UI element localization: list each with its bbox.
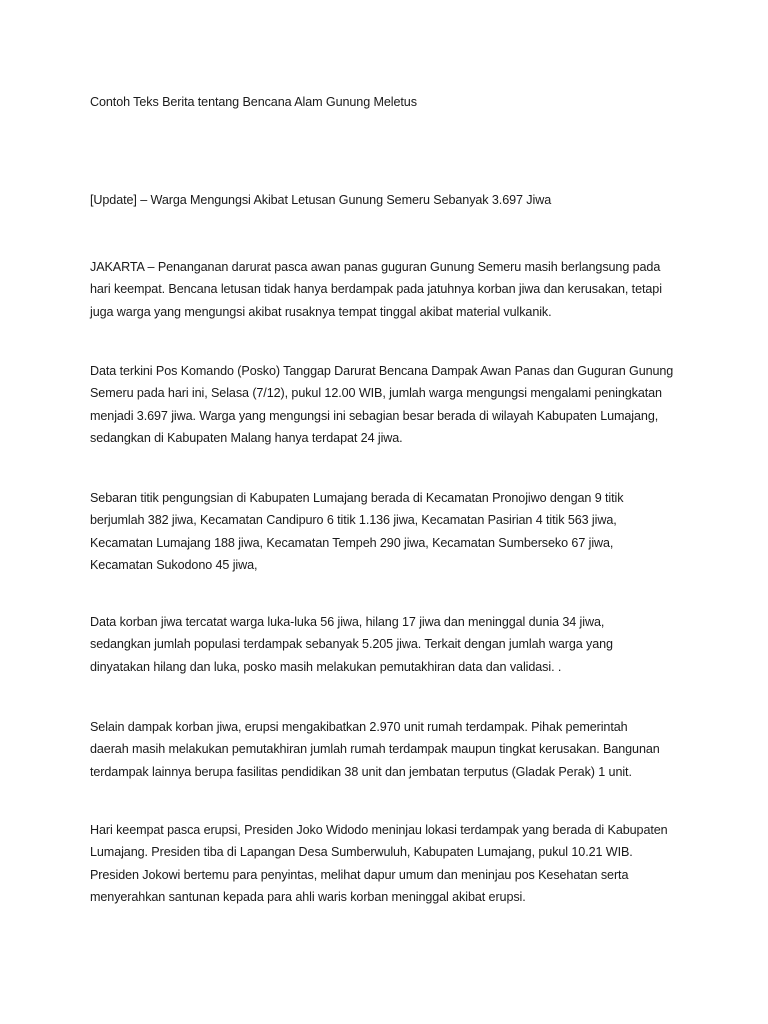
paragraph-line: terdampak lainnya berupa fasilitas pendidikan 38 unit dan jembatan terputus (Gladak Perak) 1 unit. <box>90 764 632 779</box>
paragraph-6 <box>90 819 690 908</box>
news-headline: [Update] – Warga Mengungsi Akibat Letusan Gunung Semeru Sebanyak 3.697 Jiwa <box>90 193 552 207</box>
paragraph-line: JAKARTA – Penanganan darurat pasca awan panas guguran Gunung Semeru masih berlangsung pada <box>90 260 661 274</box>
paragraph-line: Kecamatan Lumajang 188 jiwa, Kecamatan Tempeh 290 jiwa, Kecamatan Sumberseko 67 jiwa, <box>90 535 614 550</box>
paragraph-line: menyerahkan santunan kepada para ahli waris korban meninggal akibat erupsi. <box>90 889 526 904</box>
paragraph-line: sedangkan di Kabupaten Malang hanya terdapat 24 jiwa. <box>90 430 403 445</box>
paragraph-line: hari keempat. Bencana letusan tidak hanya berdampak pada jatuhnya korban jiwa dan kerusakan, tetapi <box>90 282 662 297</box>
paragraph-line: dinyatakan hilang dan luka, posko masih melakukan pemutakhiran data dan validasi. . <box>90 659 562 674</box>
paragraph-5 <box>90 716 690 783</box>
paragraph-line: daerah masih melakukan pemutakhiran jumlah rumah terdampak maupun tingkat kerusakan. Bangunan <box>90 742 660 757</box>
paragraph-line: Lumajang. Presiden tiba di Lapangan Desa Sumberwuluh, Kabupaten Lumajang, pukul 10.21 WIB. <box>90 845 633 860</box>
paragraph-4 <box>90 611 690 678</box>
paragraph-line: Data korban jiwa tercatat warga luka-luka 56 jiwa, hilang 17 jiwa dan meninggal dunia 34 jiwa, <box>90 615 605 629</box>
paragraph-line: Sebaran titik pengungsian di Kabupaten Lumajang berada di Kecamatan Pronojiwo dengan 9 titik <box>90 491 624 505</box>
paragraph-line: Semeru pada hari ini, Selasa (7/12), pukul 12.00 WIB, jumlah warga mengungsi mengalami peningkatan <box>90 386 662 401</box>
paragraph-line: sedangkan jumlah populasi terdampak sebanyak 5.205 jiwa. Terkait dengan jumlah warga yang <box>90 637 613 652</box>
document-title: Contoh Teks Berita tentang Bencana Alam Gunung Meletus <box>90 95 417 109</box>
paragraph-1 <box>90 256 690 323</box>
paragraph-line: menjadi 3.697 jiwa. Warga yang mengungsi ini sebagian besar berada di wilayah Kabupaten Lumajang, <box>90 408 659 423</box>
paragraph-line: juga warga yang mengungsi akibat rusaknya tempat tinggal akibat material vulkanik. <box>90 304 552 319</box>
paragraph-line: Kecamatan Sukodono 45 jiwa, <box>90 557 258 572</box>
paragraph-2 <box>90 360 690 449</box>
paragraph-line: berjumlah 382 jiwa, Kecamatan Candipuro 6 titik 1.136 jiwa, Kecamatan Pasirian 4 titik 563 jiwa, <box>90 513 617 528</box>
paragraph-line: Selain dampak korban jiwa, erupsi mengakibatkan 2.970 unit rumah terdampak. Pihak pemerintah <box>90 720 628 734</box>
paragraph-3 <box>90 487 690 576</box>
paragraph-line: Presiden Jokowi bertemu para penyintas, melihat dapur umum dan meninjau pos Kesehatan serta <box>90 867 629 882</box>
paragraph-line: Data terkini Pos Komando (Posko) Tanggap Darurat Bencana Dampak Awan Panas dan Guguran Gunung <box>90 364 674 378</box>
paragraph-line: Hari keempat pasca erupsi, Presiden Joko Widodo meninjau lokasi terdampak yang berada di Kabupaten <box>90 823 668 837</box>
